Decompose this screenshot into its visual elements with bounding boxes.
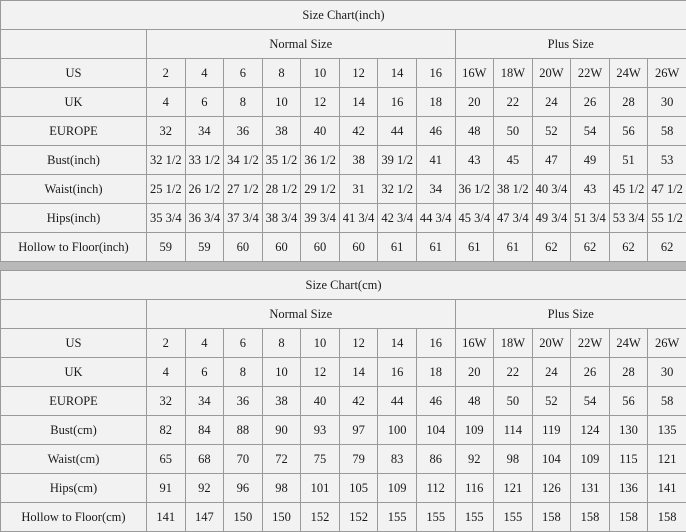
table-cell: 152 xyxy=(339,503,378,532)
table-cell: 97 xyxy=(339,416,378,445)
table-cell: 55 1/2 xyxy=(648,204,686,233)
row-label: US xyxy=(1,329,147,358)
table-cell: 26 1/2 xyxy=(185,175,224,204)
table-cell: 51 xyxy=(609,146,648,175)
table-cell: 158 xyxy=(532,503,571,532)
table-row xyxy=(1,59,686,88)
table-cell: 126 xyxy=(532,474,571,503)
table-cell: 16 xyxy=(378,88,417,117)
table-cell: 14 xyxy=(339,358,378,387)
table-cell: 45 xyxy=(494,146,533,175)
table-cell: 42 xyxy=(339,387,378,416)
table-cell: 40 xyxy=(301,117,340,146)
table-cell: 109 xyxy=(378,474,417,503)
table-cell: 18 xyxy=(416,88,455,117)
table-cell: 8 xyxy=(262,329,301,358)
table-cell: 24W xyxy=(609,329,648,358)
row-label: Hips(cm) xyxy=(1,474,147,503)
table-cell: 91 xyxy=(147,474,186,503)
table-cell: 45 3/4 xyxy=(455,204,494,233)
table-row xyxy=(1,503,686,532)
table-cell: 104 xyxy=(416,416,455,445)
table-cell: 150 xyxy=(262,503,301,532)
group-header-row xyxy=(1,300,686,329)
table-cell: 16W xyxy=(455,59,494,88)
table-cell: 62 xyxy=(532,233,571,262)
table-cell: 88 xyxy=(224,416,263,445)
table-cell: 158 xyxy=(648,503,686,532)
table-cell: 38 xyxy=(262,387,301,416)
table-cell: 37 3/4 xyxy=(224,204,263,233)
table-cell: 54 xyxy=(571,387,610,416)
table-cell: 65 xyxy=(147,445,186,474)
chart-title: Size Chart(cm) xyxy=(1,271,686,300)
table-cell: 4 xyxy=(147,358,186,387)
table-cell: 46 xyxy=(416,117,455,146)
row-label: UK xyxy=(1,358,147,387)
table-cell: 121 xyxy=(648,445,686,474)
table-cell: 33 1/2 xyxy=(185,146,224,175)
table-cell: 29 1/2 xyxy=(301,175,340,204)
table-cell: 30 xyxy=(648,88,686,117)
group-header-cell: Plus Size xyxy=(455,30,686,59)
table-cell: 119 xyxy=(532,416,571,445)
table-cell: 152 xyxy=(301,503,340,532)
table-cell: 61 xyxy=(455,233,494,262)
table-cell: 32 xyxy=(147,387,186,416)
table-cell: 90 xyxy=(262,416,301,445)
table-cell: 150 xyxy=(224,503,263,532)
table-row xyxy=(1,233,686,262)
table-cell: 158 xyxy=(609,503,648,532)
table-cell: 56 xyxy=(609,387,648,416)
table-cell: 52 xyxy=(532,387,571,416)
table-cell: 6 xyxy=(224,59,263,88)
table-cell: 38 3/4 xyxy=(262,204,301,233)
table-cell: 92 xyxy=(455,445,494,474)
table-cell: 155 xyxy=(494,503,533,532)
table-cell: 8 xyxy=(224,88,263,117)
table-cell: 4 xyxy=(147,88,186,117)
table-cell: 24 xyxy=(532,358,571,387)
table-cell: 25 1/2 xyxy=(147,175,186,204)
table-cell: 22W xyxy=(571,329,610,358)
table-cell: 72 xyxy=(262,445,301,474)
table-cell: 47 xyxy=(532,146,571,175)
table-cell: 10 xyxy=(262,88,301,117)
row-label: Waist(cm) xyxy=(1,445,147,474)
table-row xyxy=(1,204,686,233)
table-cell: 39 1/2 xyxy=(378,146,417,175)
table-cell: 43 xyxy=(455,146,494,175)
table-row xyxy=(1,88,686,117)
size-chart-block xyxy=(0,270,686,532)
table-cell: 36 xyxy=(224,117,263,146)
table-cell: 8 xyxy=(262,59,301,88)
table-cell: 93 xyxy=(301,416,340,445)
table-row xyxy=(1,416,686,445)
row-label: EUROPE xyxy=(1,117,147,146)
table-cell: 115 xyxy=(609,445,648,474)
table-row xyxy=(1,146,686,175)
table-cell: 112 xyxy=(416,474,455,503)
table-cell: 4 xyxy=(185,59,224,88)
table-cell: 79 xyxy=(339,445,378,474)
table-cell: 155 xyxy=(416,503,455,532)
table-cell: 116 xyxy=(455,474,494,503)
table-cell: 18W xyxy=(494,329,533,358)
table-cell: 12 xyxy=(301,358,340,387)
table-cell: 131 xyxy=(571,474,610,503)
group-header-cell: Normal Size xyxy=(147,30,456,59)
table-cell: 22 xyxy=(494,88,533,117)
size-chart-table xyxy=(0,0,686,262)
table-cell: 53 3/4 xyxy=(609,204,648,233)
table-cell: 124 xyxy=(571,416,610,445)
table-cell: 40 xyxy=(301,387,340,416)
group-header-cell: Normal Size xyxy=(147,300,456,329)
table-cell: 44 3/4 xyxy=(416,204,455,233)
table-cell: 135 xyxy=(648,416,686,445)
table-cell: 10 xyxy=(301,59,340,88)
table-cell: 59 xyxy=(185,233,224,262)
table-cell: 20W xyxy=(532,329,571,358)
table-cell: 12 xyxy=(301,88,340,117)
table-cell: 24 xyxy=(532,88,571,117)
table-cell: 14 xyxy=(378,59,417,88)
table-cell: 49 xyxy=(571,146,610,175)
table-cell: 36 1/2 xyxy=(301,146,340,175)
table-cell: 12 xyxy=(339,329,378,358)
row-label: Hips(inch) xyxy=(1,204,147,233)
table-cell: 36 3/4 xyxy=(185,204,224,233)
table-cell: 14 xyxy=(339,88,378,117)
table-row xyxy=(1,117,686,146)
table-cell: 31 xyxy=(339,175,378,204)
table-cell: 16 xyxy=(378,358,417,387)
table-cell: 51 3/4 xyxy=(571,204,610,233)
table-cell: 48 xyxy=(455,117,494,146)
table-cell: 32 1/2 xyxy=(378,175,417,204)
table-cell: 58 xyxy=(648,387,686,416)
table-row xyxy=(1,474,686,503)
table-row xyxy=(1,329,686,358)
table-cell: 22W xyxy=(571,59,610,88)
table-cell: 130 xyxy=(609,416,648,445)
table-cell: 62 xyxy=(648,233,686,262)
table-cell: 28 xyxy=(609,88,648,117)
table-cell: 136 xyxy=(609,474,648,503)
row-label: Hollow to Floor(inch) xyxy=(1,233,147,262)
table-cell: 16W xyxy=(455,329,494,358)
table-cell: 8 xyxy=(224,358,263,387)
table-cell: 60 xyxy=(301,233,340,262)
table-cell: 48 xyxy=(455,387,494,416)
table-cell: 158 xyxy=(571,503,610,532)
row-label: Bust(inch) xyxy=(1,146,147,175)
table-cell: 16 xyxy=(416,59,455,88)
table-cell: 84 xyxy=(185,416,224,445)
table-cell: 16 xyxy=(416,329,455,358)
table-cell: 60 xyxy=(262,233,301,262)
row-label: US xyxy=(1,59,147,88)
row-label: Bust(cm) xyxy=(1,416,147,445)
size-chart-block xyxy=(0,0,686,262)
table-cell: 10 xyxy=(301,329,340,358)
table-cell: 34 1/2 xyxy=(224,146,263,175)
table-cell: 86 xyxy=(416,445,455,474)
table-cell: 70 xyxy=(224,445,263,474)
size-chart-table xyxy=(0,270,686,532)
group-header-cell: Plus Size xyxy=(455,300,686,329)
table-cell: 155 xyxy=(378,503,417,532)
table-cell: 82 xyxy=(147,416,186,445)
table-cell: 60 xyxy=(339,233,378,262)
table-cell: 38 xyxy=(262,117,301,146)
table-cell: 22 xyxy=(494,358,533,387)
table-cell: 12 xyxy=(339,59,378,88)
table-cell: 109 xyxy=(571,445,610,474)
table-cell: 50 xyxy=(494,117,533,146)
table-cell: 18 xyxy=(416,358,455,387)
table-cell: 32 xyxy=(147,117,186,146)
table-cell: 58 xyxy=(648,117,686,146)
table-cell: 50 xyxy=(494,387,533,416)
table-cell: 14 xyxy=(378,329,417,358)
table-cell: 46 xyxy=(416,387,455,416)
table-cell: 47 1/2 xyxy=(648,175,686,204)
table-cell: 24W xyxy=(609,59,648,88)
table-cell: 49 3/4 xyxy=(532,204,571,233)
table-cell: 20W xyxy=(532,59,571,88)
table-cell: 61 xyxy=(378,233,417,262)
table-cell: 38 1/2 xyxy=(494,175,533,204)
table-cell: 62 xyxy=(571,233,610,262)
table-cell: 35 3/4 xyxy=(147,204,186,233)
table-cell: 44 xyxy=(378,387,417,416)
table-cell: 61 xyxy=(494,233,533,262)
table-cell: 36 xyxy=(224,387,263,416)
row-label: Waist(inch) xyxy=(1,175,147,204)
table-cell: 26W xyxy=(648,329,686,358)
table-cell: 42 xyxy=(339,117,378,146)
chart-title-row xyxy=(1,1,686,30)
table-cell: 109 xyxy=(455,416,494,445)
table-cell: 60 xyxy=(224,233,263,262)
table-cell: 44 xyxy=(378,117,417,146)
table-row xyxy=(1,445,686,474)
table-cell: 56 xyxy=(609,117,648,146)
table-cell: 42 3/4 xyxy=(378,204,417,233)
table-cell: 75 xyxy=(301,445,340,474)
table-cell: 27 1/2 xyxy=(224,175,263,204)
table-cell: 4 xyxy=(185,329,224,358)
table-cell: 35 1/2 xyxy=(262,146,301,175)
table-cell: 6 xyxy=(185,88,224,117)
table-row xyxy=(1,387,686,416)
table-row xyxy=(1,358,686,387)
row-label: EUROPE xyxy=(1,387,147,416)
table-cell: 6 xyxy=(224,329,263,358)
table-cell: 28 xyxy=(609,358,648,387)
table-cell: 2 xyxy=(147,329,186,358)
table-cell: 155 xyxy=(455,503,494,532)
table-cell: 53 xyxy=(648,146,686,175)
table-cell: 52 xyxy=(532,117,571,146)
group-header-row xyxy=(1,30,686,59)
chart-divider xyxy=(0,262,686,270)
group-header-blank xyxy=(1,30,147,59)
table-cell: 141 xyxy=(147,503,186,532)
table-cell: 43 xyxy=(571,175,610,204)
table-cell: 20 xyxy=(455,358,494,387)
table-cell: 98 xyxy=(494,445,533,474)
table-cell: 39 3/4 xyxy=(301,204,340,233)
table-cell: 147 xyxy=(185,503,224,532)
table-cell: 34 xyxy=(185,117,224,146)
row-label: UK xyxy=(1,88,147,117)
table-cell: 98 xyxy=(262,474,301,503)
table-cell: 61 xyxy=(416,233,455,262)
chart-title: Size Chart(inch) xyxy=(1,1,686,30)
table-cell: 36 1/2 xyxy=(455,175,494,204)
table-cell: 45 1/2 xyxy=(609,175,648,204)
table-cell: 114 xyxy=(494,416,533,445)
table-cell: 40 3/4 xyxy=(532,175,571,204)
table-cell: 101 xyxy=(301,474,340,503)
table-cell: 20 xyxy=(455,88,494,117)
table-cell: 141 xyxy=(648,474,686,503)
table-cell: 41 xyxy=(416,146,455,175)
table-cell: 68 xyxy=(185,445,224,474)
table-cell: 34 xyxy=(416,175,455,204)
table-cell: 30 xyxy=(648,358,686,387)
table-cell: 47 3/4 xyxy=(494,204,533,233)
table-cell: 26 xyxy=(571,88,610,117)
table-cell: 83 xyxy=(378,445,417,474)
table-cell: 92 xyxy=(185,474,224,503)
table-cell: 34 xyxy=(185,387,224,416)
table-cell: 54 xyxy=(571,117,610,146)
table-cell: 100 xyxy=(378,416,417,445)
table-cell: 18W xyxy=(494,59,533,88)
table-cell: 2 xyxy=(147,59,186,88)
table-cell: 26 xyxy=(571,358,610,387)
table-cell: 10 xyxy=(262,358,301,387)
table-cell: 121 xyxy=(494,474,533,503)
table-cell: 105 xyxy=(339,474,378,503)
table-cell: 38 xyxy=(339,146,378,175)
table-cell: 41 3/4 xyxy=(339,204,378,233)
table-cell: 104 xyxy=(532,445,571,474)
table-cell: 59 xyxy=(147,233,186,262)
table-cell: 28 1/2 xyxy=(262,175,301,204)
table-cell: 62 xyxy=(609,233,648,262)
table-cell: 26W xyxy=(648,59,686,88)
table-row xyxy=(1,175,686,204)
group-header-blank xyxy=(1,300,147,329)
table-cell: 32 1/2 xyxy=(147,146,186,175)
table-cell: 6 xyxy=(185,358,224,387)
row-label: Hollow to Floor(cm) xyxy=(1,503,147,532)
chart-title-row xyxy=(1,271,686,300)
table-cell: 96 xyxy=(224,474,263,503)
